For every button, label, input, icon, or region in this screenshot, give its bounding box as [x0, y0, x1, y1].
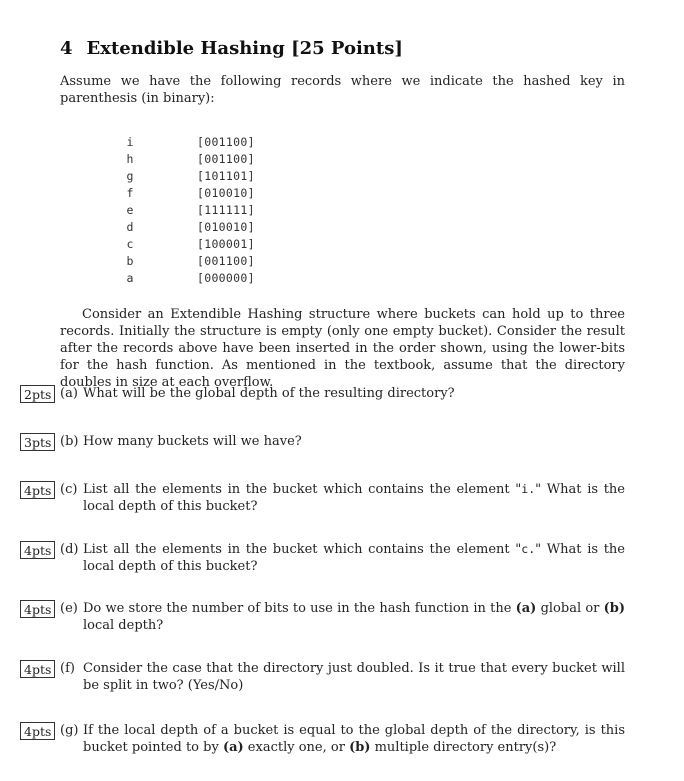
record-hash: [000000]: [197, 271, 255, 285]
question-label: (e): [60, 601, 78, 616]
record-hash: [111111]: [197, 203, 255, 217]
question-label: (g): [60, 723, 79, 738]
record-key: g: [126, 169, 134, 183]
record-key: c: [126, 237, 134, 251]
question-e-text: Do we store the number of bits to use in the hash function in the (a) global or (b) local depth?: [83, 601, 625, 633]
record-hash: [001100]: [197, 135, 255, 149]
question-g-text: If the local depth of a bucket is equal to the global depth of the directory, is this bucket pointed to by (a) exactly one, or (b) multiple directory entry(s)?: [83, 723, 625, 755]
record-hash: [001100]: [197, 254, 255, 268]
record-key: h: [126, 152, 134, 166]
question-b-text: How many buckets will we have?: [83, 434, 302, 449]
record-hash: [001100]: [197, 152, 255, 166]
section-heading: [60, 38, 403, 59]
section-title: Extendible Hashing [25 Points]: [86, 38, 403, 59]
record-key: a: [126, 271, 134, 285]
points-box: 4pts: [20, 481, 55, 499]
record-key: d: [126, 220, 134, 234]
points-box: 4pts: [20, 541, 55, 559]
record-key: i: [126, 135, 134, 149]
points-box: 2pts: [20, 385, 55, 403]
question-label: (a): [60, 386, 78, 401]
points-box: 4pts: [20, 660, 55, 678]
question-label: (b): [60, 434, 79, 449]
intro-text: Assume we have the following records where we indicate the hashed key in parenthesis (in binary):: [60, 74, 625, 106]
points-box: 3pts: [20, 433, 55, 451]
record-hash: [010010]: [197, 186, 255, 200]
points-box: 4pts: [20, 600, 55, 618]
record-hash: [010010]: [197, 220, 255, 234]
record-key: b: [126, 254, 134, 268]
record-key: f: [126, 186, 134, 200]
question-d-text: List all the elements in the bucket which contains the element "c." What is the local depth of this bucket?: [83, 542, 625, 574]
question-label: (c): [60, 482, 78, 497]
question-a-text: What will be the global depth of the resulting directory?: [83, 386, 455, 401]
question-c-text: List all the elements in the bucket which contains the element "i." What is the local depth of this bucket?: [83, 482, 625, 514]
record-hash: [100001]: [197, 237, 255, 251]
question-label: (d): [60, 542, 79, 557]
record-hash: [101101]: [197, 169, 255, 183]
description-paragraph: Consider an Extendible Hashing structure where buckets can hold up to three records. Initially the structure is empty (only one empty bucket). Consider the result after the records above have been inserted in the order shown, using the lower-bits for the hash function. As mentioned in the textbook, assume that the directory doubles in size at each overflow.: [60, 307, 625, 390]
points-box: 4pts: [20, 722, 55, 740]
question-f-text: Consider the case that the directory just doubled. Is it true that every bucket will be split in two? (Yes/No): [83, 661, 625, 693]
question-label: (f): [60, 661, 75, 676]
record-key: e: [126, 203, 134, 217]
section-number: 4: [60, 38, 73, 59]
